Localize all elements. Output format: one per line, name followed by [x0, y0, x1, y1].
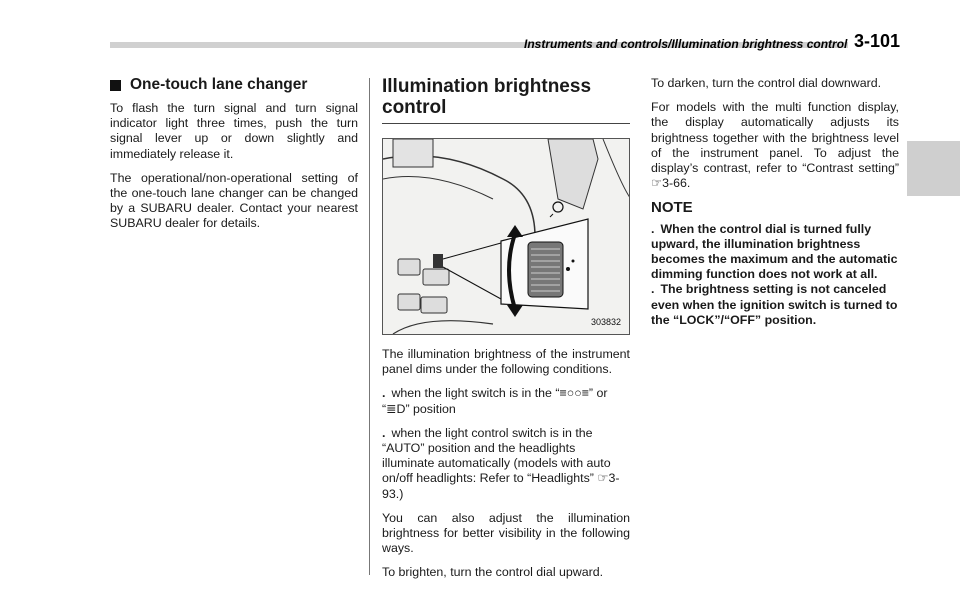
note-heading: NOTE	[651, 199, 693, 217]
paragraph: You can also adjust the illumination brightness for better visibility in the following ways.	[382, 510, 630, 556]
dashboard-figure	[382, 138, 630, 335]
paragraph: To darken, turn the control dial downward.	[651, 76, 882, 90]
note-text: The brightness setting is not canceled even when the ignition switch is turned to the “LOCK”/“OFF” position.	[651, 282, 898, 327]
note-text: When the control dial is turned fully upward, the illumination brightness becomes the maximum and the automatic dimming function does not work at all.	[651, 221, 898, 282]
paragraph: To flash the turn signal and turn signal indicator light three times, push the turn signal lever up or down slightly and immediately release it.	[110, 101, 358, 161]
bullet-text: when the light switch is in the “≡○○≡” or “≣D” position	[382, 386, 608, 416]
chapter-thumb-tab	[907, 141, 960, 196]
column-divider	[369, 78, 370, 575]
bullet-item	[382, 386, 630, 416]
column-right	[651, 76, 899, 328]
square-bullet-icon	[110, 80, 121, 91]
section-title: Illumination brightness control	[382, 76, 630, 124]
bullet-item	[382, 426, 630, 502]
paragraph: For models with the multi function display, the display automatically adjusts its brightness together with the brightness level of the instrument panel. To adjust the display’s contrast, refer to “Contrast setting” ☞3-66.	[651, 100, 899, 191]
page-number: 3-101	[854, 31, 901, 51]
subsection-heading	[110, 76, 358, 94]
dashboard-illustration	[383, 139, 630, 335]
paragraph: The operational/non-operational setting of the one-touch lane changer can be changed by a SUBARU dealer. Contact your nearest SUBARU dealer for details.	[110, 170, 358, 231]
running-header: Instruments and controls/Illumination brightness control	[524, 37, 848, 51]
note-item	[651, 222, 899, 283]
bullet-dot: .	[382, 425, 386, 440]
bullet-dot: .	[651, 282, 655, 297]
figure-code: 303832	[590, 316, 621, 327]
bullet-dot: .	[651, 221, 655, 236]
paragraph: To brighten, turn the control dial upward.	[382, 565, 604, 580]
subsection-heading-text: One-touch lane changer	[130, 76, 308, 93]
paragraph: The illumination brightness of the instrument panel dims under the following conditions.	[382, 347, 630, 377]
note-item	[651, 282, 899, 328]
bullet-dot: .	[382, 386, 386, 401]
bullet-text: when the light control switch is in the “AUTO” position and the headlights illuminate automatically (models with auto on/off headlights: Refer to “Headlights” ☞3-93.)	[382, 425, 620, 501]
column-left	[110, 76, 358, 241]
column-middle	[382, 76, 630, 590]
